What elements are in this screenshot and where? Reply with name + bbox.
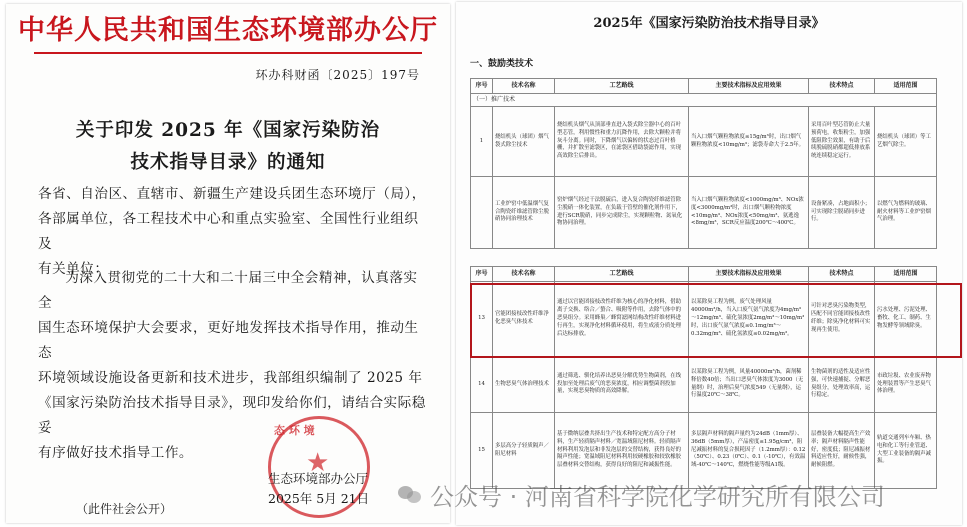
row-route: 窑炉烟气经过干法脱硫后，进入复合陶瓷纤维滤管除尘脱硝一体化装置，在负载于管壁的催化剂作用下，进行SCR脱硝，同步完成除尘，实现颗粒物、氮氧化物协同治理。	[555, 177, 689, 249]
signing-organization: 生态环境部办公厅	[268, 471, 369, 486]
issuer-header: 中华人民共和国生态环境部办公厅	[18, 15, 438, 46]
row-no: 13	[471, 282, 493, 357]
wechat-icon	[398, 484, 422, 504]
publication-note: （此件社会公开）	[76, 502, 173, 516]
header-no: 序号	[471, 267, 493, 282]
row-metrics: 当入口烟气颗粒物浓度<1000mg/m³、NOx浓度<3000mg/m³时，出口烟气颗粒物浓度<10mg/m³、NOx浓度<50mg/m³、氨逃逸<8mg/m³，SCR反应温度200℃～400℃。	[689, 177, 809, 249]
row-metrics: 以某除臭工程为例，废气处理风量40000m³/h，当入口废气氨气浓度为4mg/m³～12mg/m³、硫化氢浓度2mg/m³～10mg/m³时，出口废气氨气浓度≤0.1mg/m³～0.32mg/m³、硫化氢浓度≤0.02mg/m³。	[689, 282, 809, 357]
subheading: （一）推广技术	[471, 94, 937, 107]
table-row-highlighted	[471, 282, 937, 357]
notice-body	[38, 266, 426, 466]
watermark-text: 公众号 · 河南省科学院化学研究所有限公司	[430, 482, 885, 511]
row-features: 可针对恶臭污染物类型，匹配不同官能团接枝改性纤维；除臭净化材料可实现再生使用。	[809, 282, 875, 357]
addressee-line: 各省、自治区、直辖市、新疆生产建设兵团生态环境厅（局），	[38, 186, 426, 202]
row-scope: 市政垃圾、农业废弃物处理装置等产生恶臭气体治理。	[875, 357, 937, 413]
catalogue-table-top	[470, 78, 937, 249]
row-no: 14	[471, 357, 493, 413]
table-header-row	[471, 79, 937, 94]
body-line: 有序做好技术指导工作。	[38, 445, 194, 461]
header-rule	[34, 52, 422, 54]
row-name: 烧结机头（球团）烟气袋式除尘技术	[493, 107, 555, 177]
row-route: 烧结机头烟气从顶部垂直进入袋式除尘器中心的百叶型芯管，利用惯性和重力沉降作用，去除大颗粒并将灰斗分离。同时，下降烟气以偏转的状态过百叶格栅，并扩散至滤袋区，在滤袋区借助袋滤作用，实现高效除尘后排出。	[555, 107, 689, 177]
row-features: 生物菌剂的适性及适应性强，可快速捕捉、分解恶臭组分，处理效率高，运行稳定。	[809, 357, 875, 413]
document-number: 环办科财函〔2025〕197号	[255, 68, 420, 82]
section-heading: 一、鼓励类技术	[470, 59, 534, 69]
header-features: 技术特点	[809, 79, 875, 94]
row-no: 15	[471, 413, 493, 489]
row-name: 工业炉窑中低温烟气复合陶瓷纤维滤管除尘脱硝协同治理技术	[493, 177, 555, 249]
row-name: 官能团接枝改性纤维净化恶臭气体技术	[493, 282, 555, 357]
header-no: 序号	[471, 79, 493, 94]
header-name: 技术名称	[493, 267, 555, 282]
catalogue-title: 2025年《国家污染防治技术指导目录》	[593, 16, 825, 31]
header-route: 工艺路线	[555, 267, 689, 282]
row-metrics: 当入口烟气颗粒物浓度≤15g/m³时，出口烟气颗粒物浓度<10mg/m³；滤袋寿命大于2.5年。	[689, 107, 809, 177]
notice-title-line-1: 关于印发 2025 年《国家污染防治	[75, 120, 381, 141]
table-row	[471, 107, 937, 177]
body-line: 国生态环境保护大会要求，更好地发挥技术指导作用，推动生态	[38, 320, 419, 361]
table-row	[471, 177, 937, 249]
row-features: 设备紧凑，占地面积小；可实现除尘脱硝同步进行。	[809, 177, 875, 249]
row-name: 多层高分子轻质隔声／阻尼材料	[493, 413, 555, 489]
addressee-line: 各部属单位，各工程技术中心和重点实验室、全国性行业组织及	[38, 211, 419, 252]
row-features: 采用百叶型芯管防止大量预荷电，收集粉尘，加强低阻除尘效果，有助于后续脱硫脱硝都超低排放系统连续稳定运行。	[809, 107, 875, 177]
header-scope: 适用范围	[875, 79, 937, 94]
row-scope: 污水处理、污泥处理、畜牧、化工、制药、生物发酵等领域除臭。	[875, 282, 937, 357]
header-scope: 适用范围	[875, 267, 937, 282]
catalogue-page	[456, 2, 962, 525]
header-name: 技术名称	[493, 79, 555, 94]
header-metrics: 主要技术指标及应用效果	[689, 79, 809, 94]
body-line: 为深入贯彻党的二十大和二十届三中全会精神，认真落实全	[38, 270, 418, 311]
row-no: 1	[471, 107, 493, 177]
addressee-line: 有关单位：	[38, 261, 109, 277]
row-metrics: 多层隔声材料的隔声量约为24dB（1mm厚）、36dB（5mm厚），产品密度≤1.95g/cm³，阻尼减振材料的复合损耗因子（1.2mm厚）：0.12（50℃）、0.23（0℃）、0.1（-10℃），有效温域-40℃～140℃，燃烧性能等级A1级。	[689, 413, 809, 489]
notice-title-line-2: 技术指导目录》的通知	[130, 152, 326, 173]
row-no	[471, 177, 493, 249]
row-scope: 烧结机头（球团）等工艺烟气除尘。	[875, 107, 937, 177]
row-scope: 以燃气为燃料的玻璃、耐火材料等工业炉窑烟气治理。	[875, 177, 937, 249]
watermark	[398, 474, 885, 514]
row-route: 基于微纳层叠共挤出生产技术和特定配方高分子材料，生产轻质隔声材料／宽温域阻尼材料。轻质隔声材料利用发泡层和非发泡层的交替结构，获得良好的隔声性能；宽温域阻尼材料利用较硬橡胶和较软橡胶层叠材料交替结构，获得良好的阻尼和减振性能。	[555, 413, 689, 489]
body-line: 环境领域设施设备更新和技术进步，我部组织编制了 2025 年	[38, 370, 423, 386]
notice-page	[6, 4, 450, 523]
row-features: 层叠装备大幅提高生产效率；隔声材料隔声性能好，密度低；阻尼减振材料适应性好，耐候性强，耐候阻燃。	[809, 413, 875, 489]
seal-star-icon: ★	[306, 448, 330, 478]
table-row	[471, 357, 937, 413]
row-name: 生物恶臭气体治理技术	[493, 357, 555, 413]
row-route: 通过筛选、驯化培养出恶臭分解优势生物菌剂，在线投加至处理后废气的恶臭浓度，相应调整菌剂投加量，实现恶臭物质的高效降解。	[555, 357, 689, 413]
seal-text: 态 环 境	[274, 424, 315, 437]
catalogue-table-bottom	[470, 266, 937, 489]
body-line: 《国家污染防治技术指导目录》，现印发给你们，请结合实际稳妥	[38, 395, 426, 436]
signing-date: 2025年 5月 21日	[268, 491, 370, 506]
table-header-row	[471, 267, 937, 282]
row-metrics: 以某除臭工程为例，风量40000m³/h，菌剂稀释倍数40倍；当出口恶臭气体浓度为3000（无量纲）时，治理后臭气浓度549（无量纲），运行温度20℃～38℃。	[689, 357, 809, 413]
row-scope: 轨道交通列车车厢、热电和化工等行业管道、大型工业装备的隔声减振。	[875, 413, 937, 489]
row-route: 通过以官能团接枝改性纤维为核心的净化材料，借助离子交换、络合／螯合、吸附等作用，去除气体中的恶臭组分。采用蜂巢／蜂窝滤网结构改性纤维材料进行再生，实现净化材料循环使用，将生成液分质处理后达标排放。	[555, 282, 689, 357]
header-features: 技术特点	[809, 267, 875, 282]
subheading-row	[471, 94, 937, 107]
header-metrics: 主要技术指标及应用效果	[689, 267, 809, 282]
header-route: 工艺路线	[555, 79, 689, 94]
